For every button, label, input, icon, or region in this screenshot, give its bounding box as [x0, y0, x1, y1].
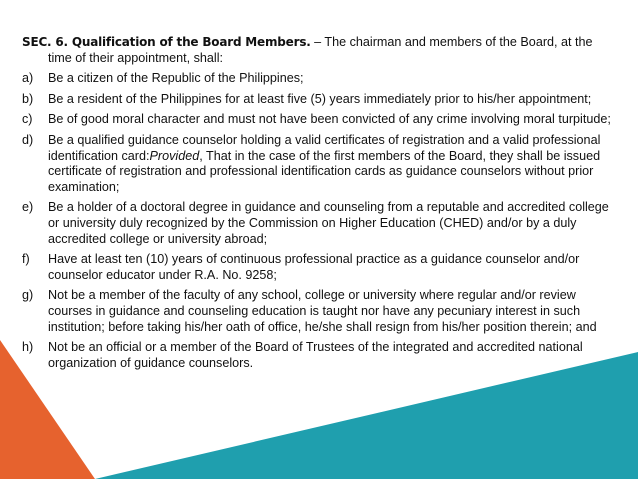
section-intro-line2: time of their appointment, shall:: [48, 50, 224, 65]
list-item-e: [22, 200, 612, 247]
list-item-f: [22, 252, 612, 283]
section-title: SEC. 6. Qualification of the Board Members.: [22, 35, 311, 49]
list-item-label: h): [22, 340, 34, 355]
list-item-emphasis: Provided: [149, 148, 200, 163]
section-intro-line1: – The chairman and members of the Board, at the: [314, 35, 593, 49]
list-item-text: Be a resident of the Philippines for at least five (5) years immediately prior to his/her appointment;: [48, 91, 592, 106]
list-item-text: Be a holder of a doctoral degree in guidance and counseling from a reputable and accredited college or university duly recognized by the Commission on Higher Education (CHED) and/or by a duly accredited college or university abroad;: [48, 200, 609, 246]
list-item-label: d): [22, 132, 34, 147]
list-item-label: c): [22, 112, 33, 127]
list-item-text-after: , That in the case of the first members of the Board, they shall be issued certificate of registration and professional identification cards as guidance counselors without prior examination;: [48, 148, 601, 194]
list-item-text: Be of good moral character and must not have been convicted of any crime involving moral turpitude;: [48, 112, 611, 127]
list-item-label: f): [22, 252, 30, 267]
list-item-label: e): [22, 200, 34, 215]
list-item-label: a): [22, 71, 34, 86]
list-item-g: [22, 288, 612, 335]
list-item-c: [22, 112, 612, 128]
list-item-text: Have at least ten (10) years of continuous professional practice as a guidance counselor and/or counselor educator under R.A. No. 9258;: [48, 252, 580, 282]
slide-body: [22, 35, 612, 376]
list-item-d: [22, 133, 612, 195]
list-item-text: Not be a member of the faculty of any school, college or university where regular and/or review courses in guidance and counseling education is taught nor have any pecuniary interest in such institution; before taking his/her oath of office, he/she shall resign from his/her position therein; and: [48, 288, 597, 334]
list-item-a: [22, 71, 612, 87]
list-item-text-before: Be a qualified guidance counselor holding a valid certificates of registration and a valid professional identification card:: [48, 132, 601, 163]
list-item-text: Not be an official or a member of the Board of Trustees of the integrated and accredited national organization of guidance counselors.: [48, 340, 583, 370]
list-item-h: [22, 340, 612, 371]
list-item-label: b): [22, 91, 34, 106]
list-item-b: [22, 92, 612, 108]
list-item-text: Be a citizen of the Republic of the Philippines;: [48, 71, 304, 86]
section-heading: [22, 35, 612, 66]
list-item-label: g): [22, 288, 34, 303]
